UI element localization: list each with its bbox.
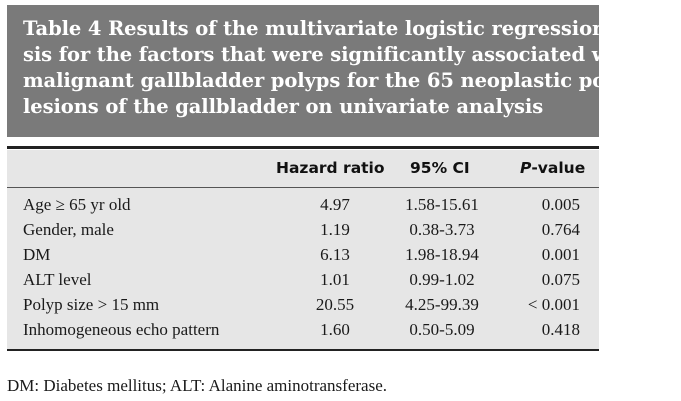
cell-hazard-ratio: 20.55 (315, 295, 355, 314)
cell-factor: Gender, male (23, 220, 114, 239)
header-p-letter: P (520, 159, 532, 177)
cell-hazard-ratio: 6.13 (320, 245, 350, 264)
table-footnote: DM: Diabetes mellitus; ALT: Alanine aminotransferase. (7, 376, 388, 395)
table-row (7, 242, 599, 267)
table-title-banner (7, 5, 681, 137)
cell-factor: Polyp size > 15 mm (23, 295, 160, 314)
header-p-value (520, 159, 585, 177)
cell-p-value: 0.075 (541, 270, 580, 289)
cell-ci: 1.98-18.94 (405, 245, 479, 264)
cell-ci: 0.50-5.09 (409, 320, 475, 339)
table-title-line: sis for the factors that were significantly associated with the (23, 43, 681, 66)
table-title (23, 16, 681, 120)
table-title-line: malignant gallbladder polyps for the 65 neoplastic polypoid (23, 69, 672, 92)
cell-ci: 4.25-99.39 (405, 295, 479, 314)
cell-ci: 1.58-15.61 (405, 195, 479, 214)
table-row (7, 192, 599, 217)
cell-p-value: 0.001 (541, 245, 580, 264)
table-body (7, 188, 599, 349)
cell-factor: Age ≥ 65 yr old (23, 195, 131, 214)
cell-ci: 0.99-1.02 (409, 270, 475, 289)
cell-factor: DM (23, 245, 51, 264)
table-bottom-rule (7, 349, 599, 351)
cell-hazard-ratio: 1.19 (320, 220, 350, 239)
table-row (7, 267, 599, 292)
header-p-suffix: -value (531, 159, 586, 177)
table-row (7, 292, 599, 317)
table-title-line: Table 4 Results of the multivariate logistic regression analy- (23, 17, 679, 40)
table-row (7, 317, 599, 342)
table-header-row (7, 150, 599, 188)
table-row (7, 217, 599, 242)
cell-p-value: < 0.001 (527, 295, 580, 314)
cell-hazard-ratio: 1.01 (320, 270, 350, 289)
header-hazard-ratio: Hazard ratio (276, 159, 385, 177)
cell-p-value: 0.764 (541, 220, 580, 239)
cell-hazard-ratio: 1.60 (320, 320, 350, 339)
header-95-ci: 95% CI (410, 159, 470, 177)
cell-factor: ALT level (23, 270, 92, 289)
cell-factor: Inhomogeneous echo pattern (23, 320, 220, 339)
cell-p-value: 0.418 (541, 320, 580, 339)
cell-p-value: 0.005 (541, 195, 580, 214)
cell-ci: 0.38-3.73 (409, 220, 475, 239)
table-top-rule (7, 146, 599, 149)
cell-hazard-ratio: 4.97 (320, 195, 350, 214)
table-title-line: lesions of the gallbladder on univariate analysis (23, 95, 544, 118)
